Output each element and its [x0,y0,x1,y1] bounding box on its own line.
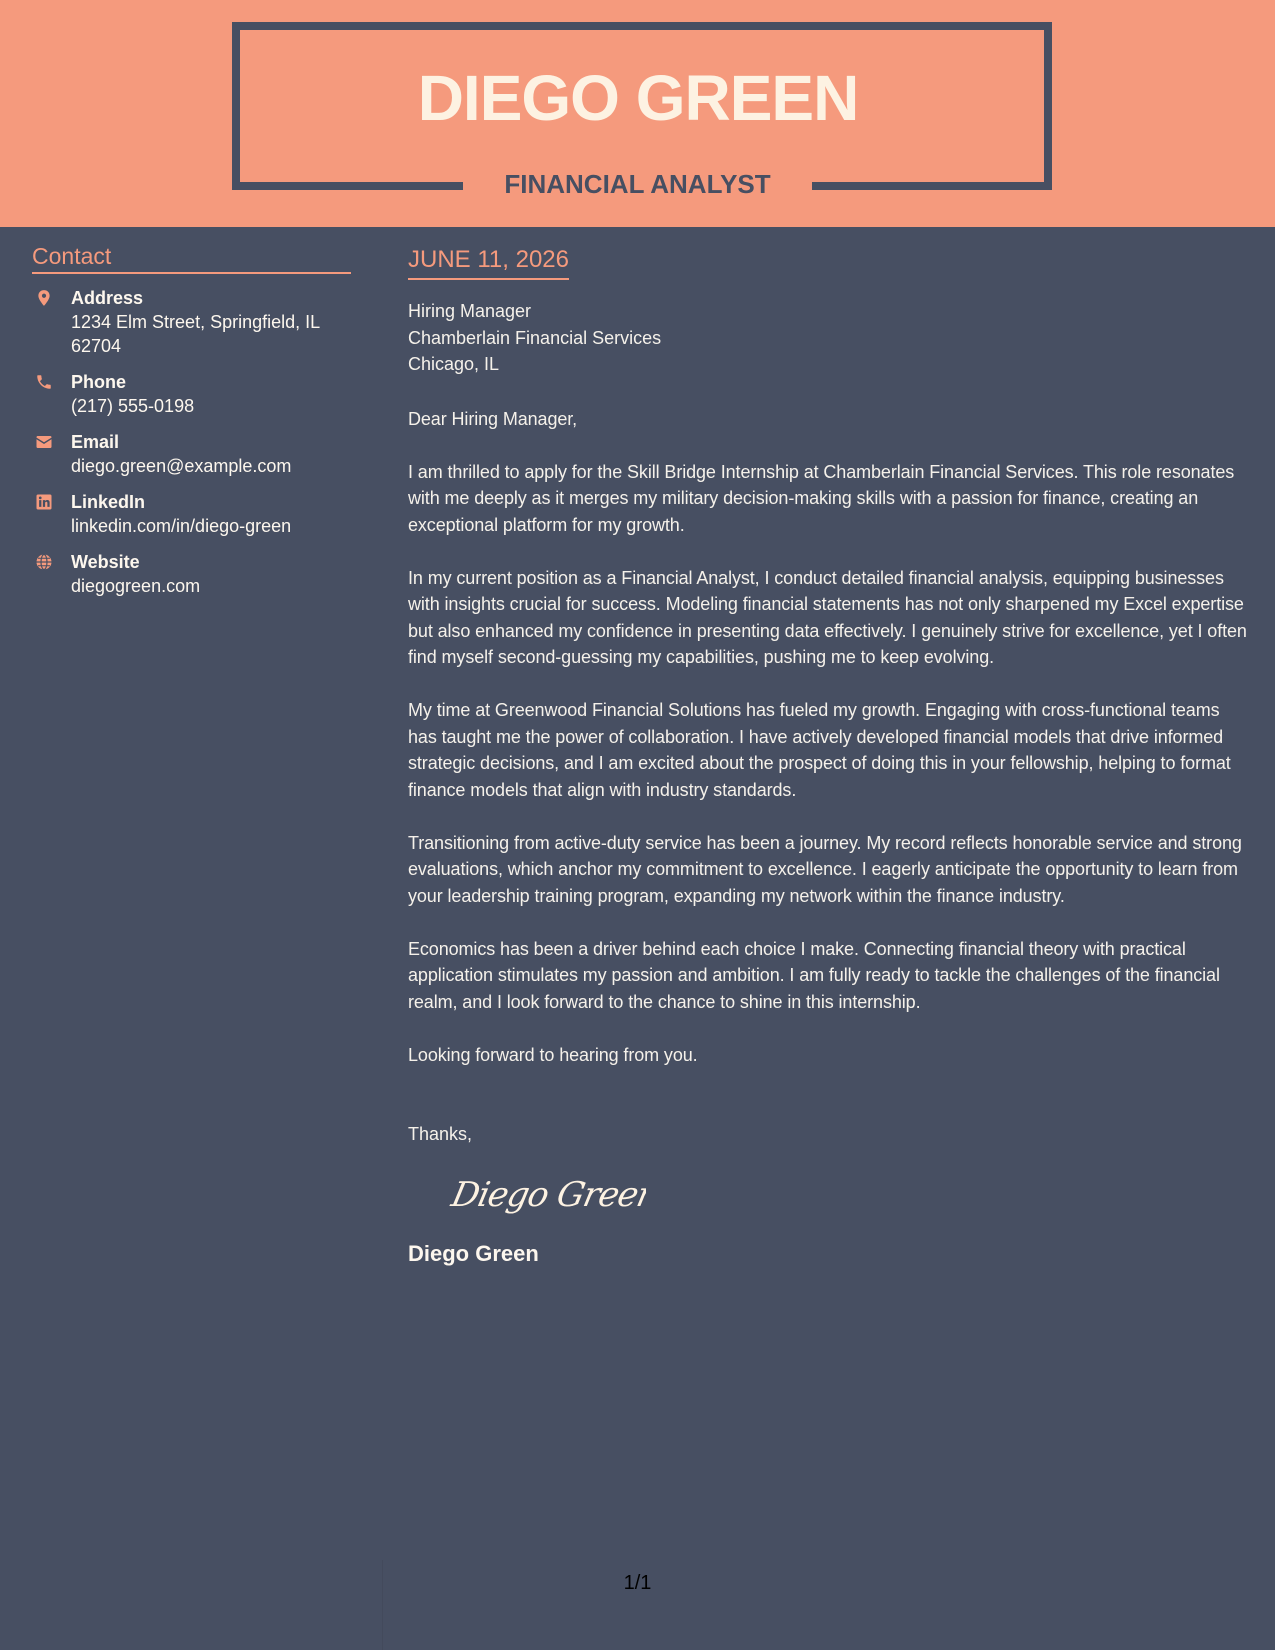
contact-label: Email [71,432,120,452]
recipient-location: Chicago, IL [408,354,500,374]
contact-item-website [32,550,351,598]
job-title: FINANCIAL ANALYST [504,169,771,199]
contact-label: LinkedIn [71,492,146,512]
recipient-block [408,298,1248,378]
applicant-name: DIEGO GREEN [417,62,859,134]
recipient-company: Chamberlain Financial Services [408,327,662,348]
signed-name: Diego Green [408,1240,539,1266]
paragraph: I am thrilled to apply for the Skill Bridge Internship at Chamberlain Financial Services. This role resonates with me deeply as it merges my military decision-making skills with a passion for finance, creating an exceptional platform for my growth. [408,461,1235,535]
contact-value: diegogreen.com [71,576,201,596]
contact-value: diego.green@example.com [71,456,292,476]
contact-label: Address [71,288,144,308]
svg-text:Diego Green: Diego Green [448,1174,646,1215]
linkedin-icon [35,493,53,511]
contact-value: (217) 555-0198 [71,396,195,416]
frame-bottom-right [812,182,1044,190]
letter-body [408,244,1248,1269]
contact-value: linkedin.com/in/diego-green [71,516,292,536]
phone-icon [35,373,53,391]
envelope-icon [35,433,53,451]
contact-item-phone [32,370,351,418]
letter-date: JUNE 11, 2026 [408,244,569,280]
paragraph: In my current position as a Financial Analyst, I conduct detailed financial analysis, equipping businesses with insights crucial for success. Modeling financial statements has not only sharpened my Excel expertise but also enhanced my confidence in presenting data effectively. I genuinely strive for excellence, yet I often find myself second-guessing my capabilities, pushing me to keep evolving. [408,567,1247,667]
paragraph: Economics has been a driver behind each choice I make. Connecting financial theory with practical application stimulates my passion and ambition. I am fully ready to tackle the challenges of the financial realm, and I look forward to the chance to shine in this internship. [408,938,1220,1012]
contact-item-email [32,430,351,478]
page-number: 1/1 [623,1572,652,1594]
recipient-name: Hiring Manager [408,301,532,321]
frame-bottom-left [232,182,463,190]
paragraph: Transitioning from active-duty service has been a journey. My record reflects honorable service and strong evaluations, which anchor my commitment to excellence. I eagerly anticipate the opportunity to learn from your leadership training program, expanding my network within the finance industry. [408,832,1242,906]
map-pin-icon [35,289,53,307]
contact-heading: Contact [32,240,351,274]
paragraph: My time at Greenwood Financial Solutions has fueled my growth. Engaging with cross-functional teams has taught me the power of collaboration. I have actively developed financial models that drive informed strategic decisions, and I am excited about the prospect of doing this in your fellowship, helping to format finance models that align with industry standards. [408,700,1231,800]
contact-value: 1234 Elm Street, Springfield, IL 62704 [71,312,320,356]
paragraph: Looking forward to hearing from you. [408,1044,698,1065]
greeting: Dear Hiring Manager, [408,408,578,429]
closing: Thanks, [408,1124,473,1144]
contact-item-linkedin [32,490,351,538]
signature-image [446,1168,646,1222]
contact-sidebar [32,240,351,598]
header-banner [0,0,1275,227]
contact-label: Phone [71,372,127,392]
contact-label: Website [71,552,140,572]
contact-item-address [32,286,351,358]
globe-icon [35,553,53,571]
